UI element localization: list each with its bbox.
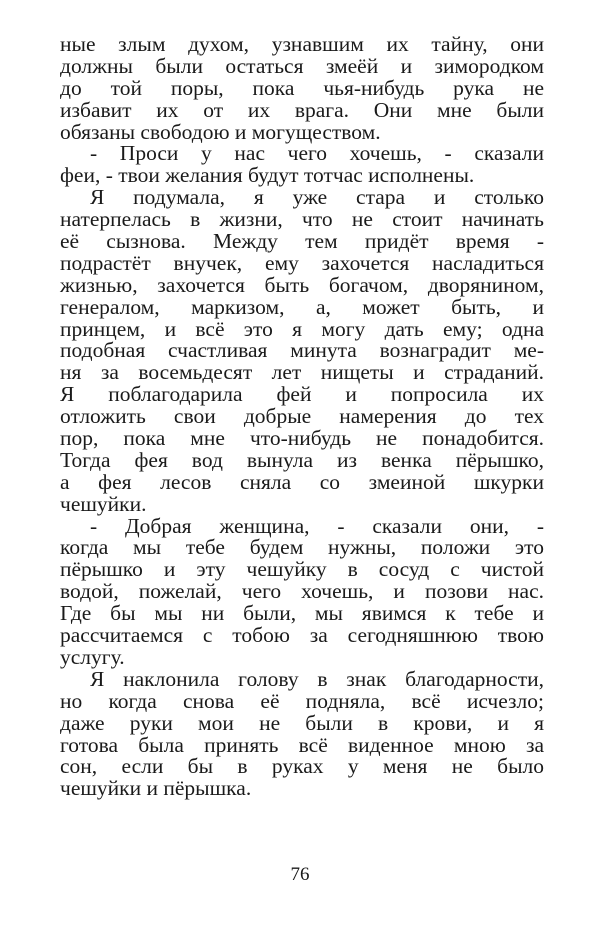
text-line: - Проси у нас чего хочешь, - сказали (90, 141, 544, 166)
text-line: когда мы тебе будем нужны, положи это (60, 535, 544, 560)
text-line: пор, пока мне что-нибудь не понадобится. (60, 426, 544, 451)
text-line: Где бы мы ни были, мы явимся к тебе и (60, 601, 544, 626)
text-line: натерпелась в жизни, что не стоит начинать (60, 207, 544, 232)
text-line: готова была принять всё виденное мною за (60, 732, 544, 757)
text-line: сон, если бы в руках у меня не было (60, 754, 544, 779)
text-line: ные злым духом, узнавшим их тайну, они (60, 32, 544, 56)
text-line: ня за восемьдесят лет нищеты и страданий. (60, 360, 544, 385)
text-line: должны были остаться змеёй и зимородком (60, 53, 544, 78)
text-line: жизнью, захочется быть богачом, дворянином, (60, 272, 544, 297)
text-line: обязаны свободою и могуществом. (60, 119, 381, 144)
text-line: Я наклонила голову в знак благодарности, (90, 666, 544, 691)
text-line: подобная счастливая минута вознаградит ме- (60, 338, 544, 363)
text-line: чешуйки и пёрышка. (60, 776, 252, 801)
text-line: отложить свои добрые намерения до тех (60, 404, 544, 429)
text-line: до той поры, пока чья-нибудь рука не (60, 75, 544, 100)
text-line: подрастёт внучек, ему захочется насладиться (60, 250, 544, 275)
text-line: её сызнова. Между тем придёт время - (60, 229, 544, 254)
text-line: водой, пожелай, чего хочешь, и позови нас. (60, 579, 544, 604)
text-line: рассчитаемся с тобою за сегодняшнюю твою (60, 623, 544, 648)
text-line: а фея лесов сняла со змеиной шкурки (60, 469, 544, 494)
text-line: пёрышко и эту чешуйку в сосуд с чистой (60, 557, 544, 582)
text-line: - Добрая женщина, - сказали они, - (90, 513, 544, 538)
text-line: услугу. (60, 644, 125, 669)
body-text (60, 34, 544, 800)
page-number: 76 (290, 864, 310, 885)
text-line: избавит их от их врага. Они мне были (60, 97, 544, 122)
text-line: Тогда фея вод вынула из венка пёрышко, (60, 447, 544, 472)
text-line: но когда снова её подняла, всё исчезло; (60, 688, 544, 713)
text-line: даже руки мои не были в крови, и я (60, 710, 544, 735)
text-line: феи, - твои желания будут тотчас исполнены. (60, 163, 475, 188)
text-line: генералом, маркизом, а, может быть, и (60, 294, 544, 319)
text-line: чешуйки. (60, 491, 147, 516)
text-line: Я поблагодарила фей и попросила их (60, 382, 544, 407)
text-line: принцем, и всё это я могу дать ему; одна (60, 316, 544, 341)
text-line: Я подумала, я уже стара и столько (90, 185, 544, 210)
